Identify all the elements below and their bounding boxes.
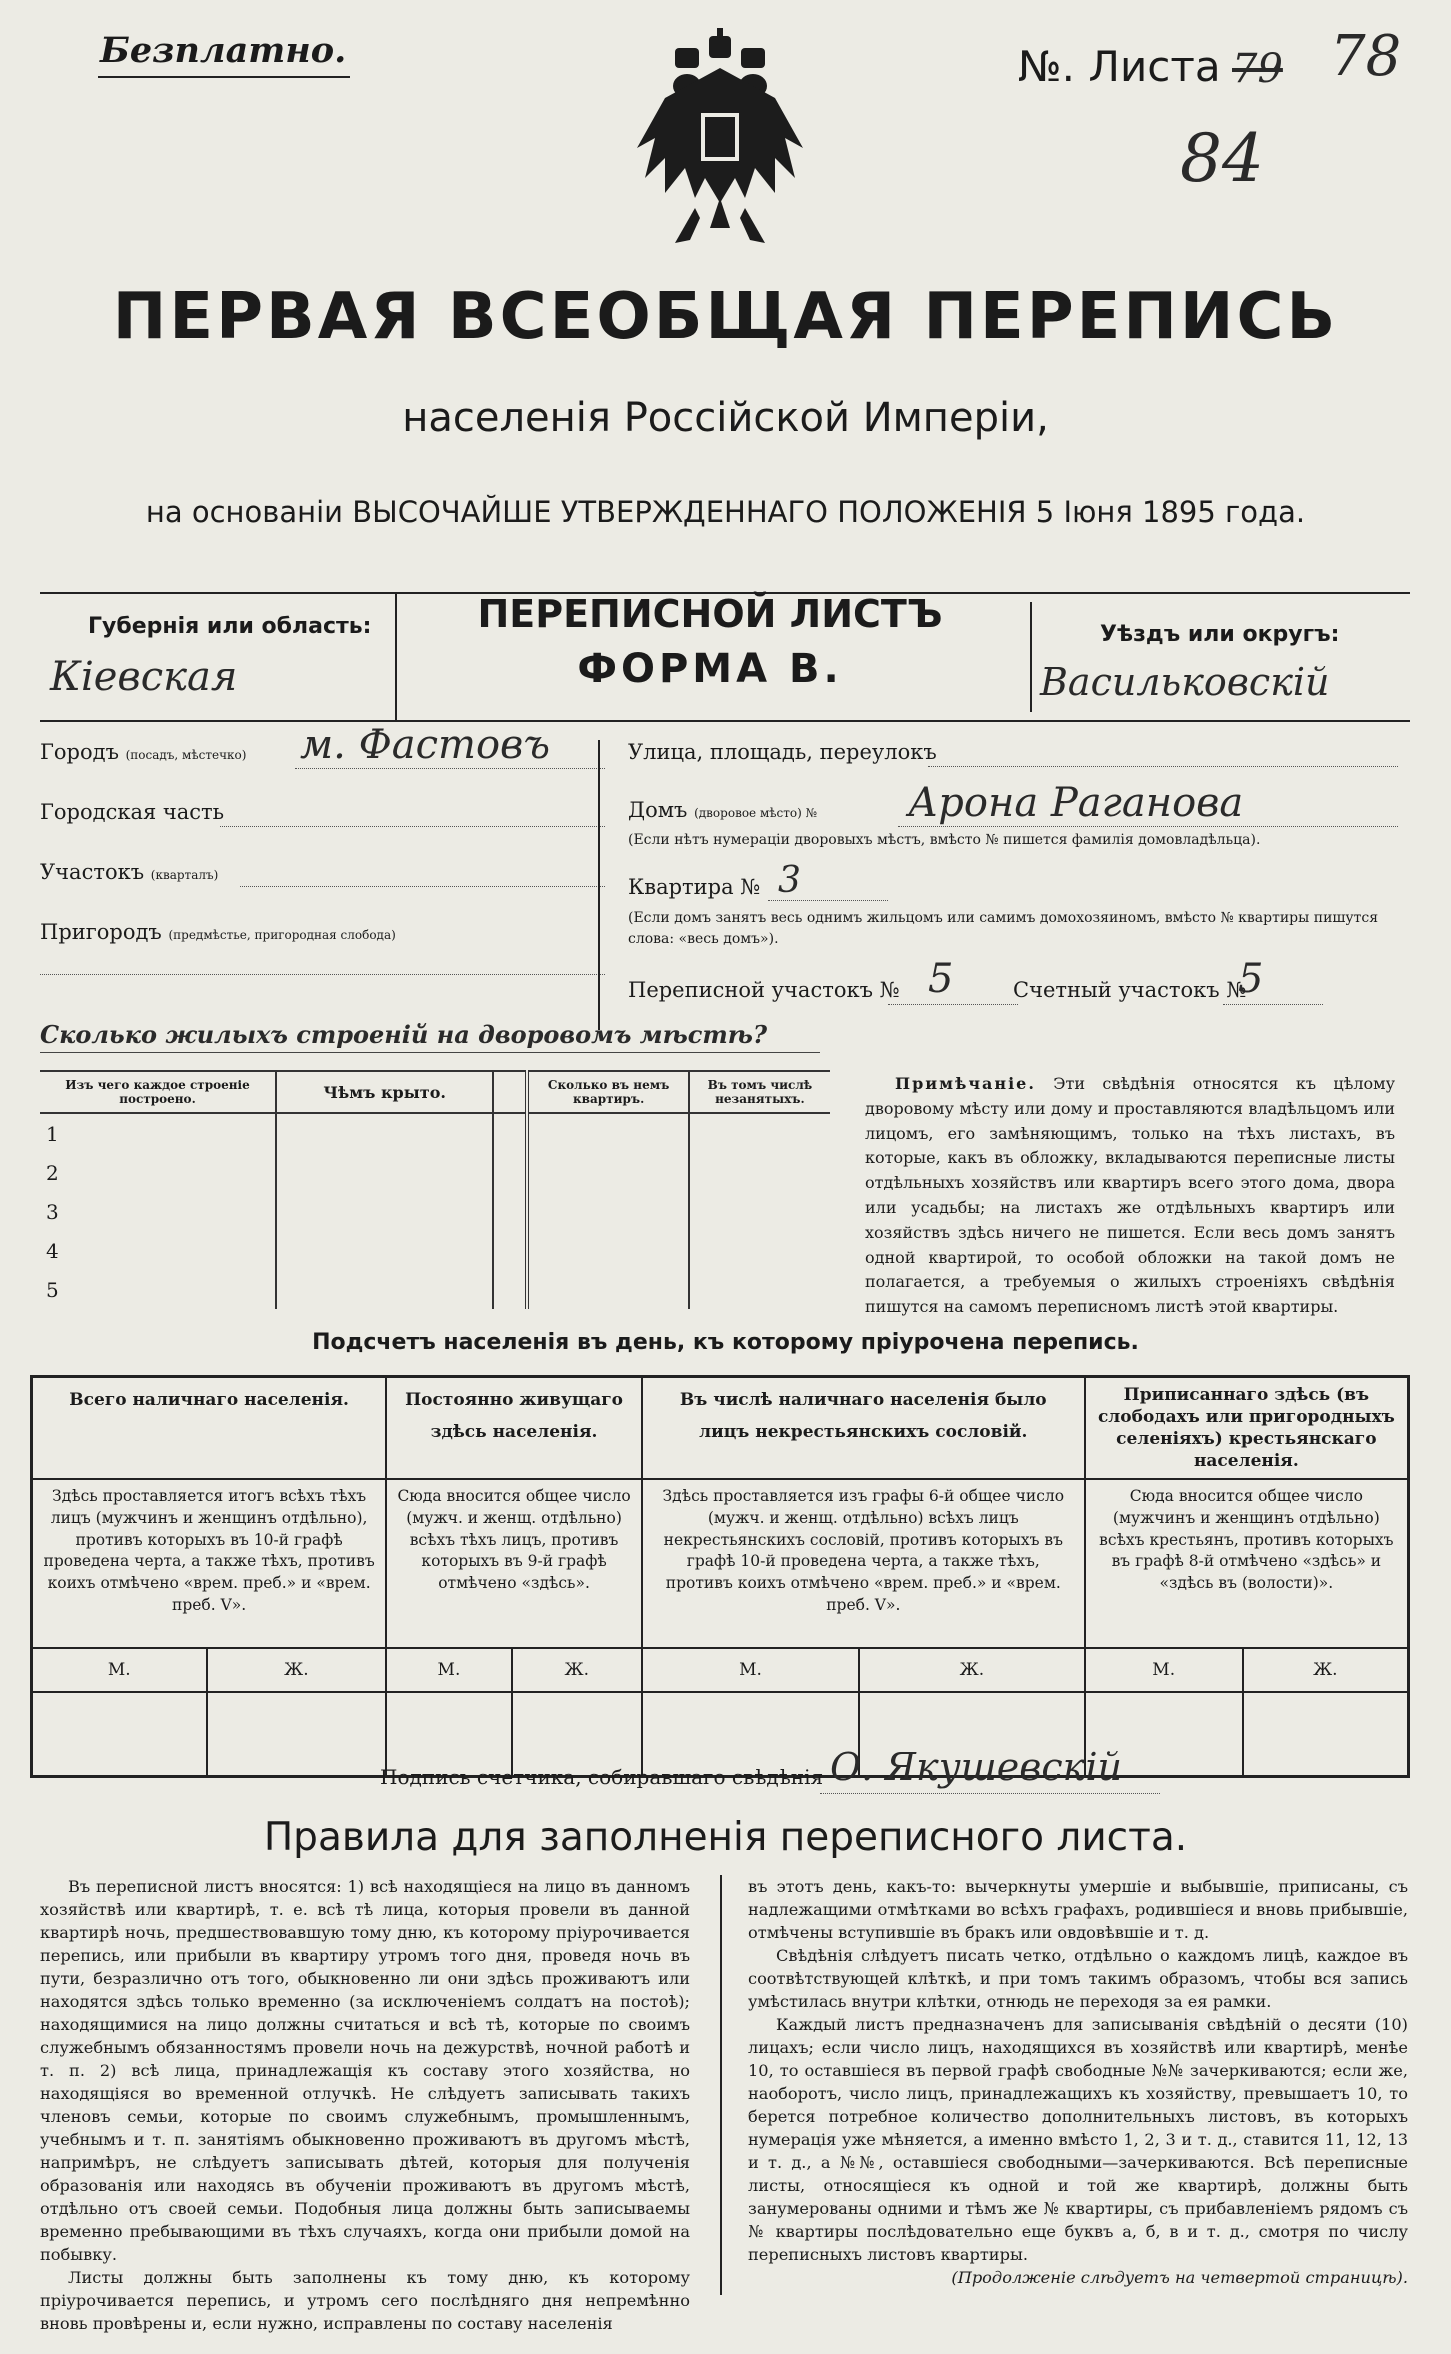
female-header: Ж.: [207, 1648, 387, 1692]
note-text: Эти свѣдѣнія относятся къ цѣлому дворовому мѣсту или дому и проставляются владѣльцомъ или лицомъ, его замѣняющимъ, только на тѣхъ листахъ, въ которые, какъ въ обложку, вкладываются переписные листы отдѣльныхъ хозяйствъ или квартиръ всего этого дома, двора или усадьбы; на листахъ же отдѣльныхъ квартиръ или хозяйствъ здѣсь ничего не пишется. Если весь домъ занятъ одной квартирой, то особой обложки на такой домъ не полагается, а требуемыя о жилыхъ строеніяхъ свѣдѣнія пишутся на самомъ переписномъ листѣ этой квартиры.: [865, 1074, 1395, 1317]
buildings-col-apartments: Сколько въ немъ квартиръ.: [527, 1071, 688, 1113]
address-right: [628, 730, 1418, 1030]
count-heading: Подсчетъ населенія въ день, къ которому пріурочена перепись.: [312, 1330, 1139, 1355]
free-underline: [98, 76, 350, 78]
imperial-eagle-emblem: [635, 28, 805, 258]
prigorod-label: Пригородъ: [40, 920, 162, 944]
row-number: 3: [40, 1192, 276, 1231]
uezd-value[interactable]: Васильковскій: [1040, 660, 1330, 704]
form-header-box: [40, 592, 1410, 722]
count-cell[interactable]: [32, 1692, 207, 1777]
apartment-label: Квартира №: [628, 875, 761, 899]
signature-value[interactable]: О. Якушевскій: [830, 1745, 1122, 1789]
table-row: [40, 1153, 830, 1192]
free-label: Безплатно.: [100, 30, 347, 71]
street-label: Улица, площадь, переулокъ: [628, 740, 937, 764]
buildings-col-material: Изъ чего каждое строеніе построено.: [40, 1071, 276, 1113]
city-value[interactable]: м. Фастовъ: [300, 722, 550, 768]
buildings-note: [865, 1072, 1395, 1320]
table-row: [40, 1231, 830, 1270]
buildings-col-vacant: Въ томъ числѣ незанятыхъ.: [689, 1071, 830, 1113]
table-row: [40, 1270, 830, 1309]
prigorod-hint: (предмѣстье, пригородная слобода): [168, 928, 396, 942]
apartment-value[interactable]: 3: [778, 860, 801, 901]
male-header: М.: [386, 1648, 511, 1692]
rules-paragraph: Въ переписной листъ вносятся: 1) всѣ находящіеся на лицо въ данномъ хозяйствѣ или квартирѣ, т. е. всѣ тѣ лица, которыя провели въ данной квартирѣ ночь, предшествовавшую тому дню, къ которому пріурочивается перепись, или прибыли въ квартиру утромъ того дня, проведя ночь въ пути, безразлично отъ того, обыкновенно ли они здѣсь проживаютъ или находятся здѣсь только временно (за исключеніемъ солдатъ на постоѣ); находящимися на лицо должны считаться и всѣ тѣ, которые по своимъ служебнымъ обязанностямъ провели ночь на дежурствѣ, ночной работѣ и т. п. 2) всѣ лица, принадлежащія къ составу этого хозяйства, но находящіяся во временной отлучкѣ. Не слѣдуетъ записывать такихъ членовъ семьи, которые по своимъ служебнымъ, промышленнымъ, учебнымъ и т. п. занятіямъ обыкновенно проживаютъ въ другомъ мѣстѣ, напримѣръ, не слѣдуетъ записывать дѣтей, которыя для полученія образованія или находясь въ обученіи проживаютъ въ другомъ мѣстѣ, отдѣльно отъ своей семьи. Подобныя лица должны быть записываемы временно пребывающими въ тѣхъ случаяхъ, когда они прибыли домой на побывку.: [40, 1877, 690, 2264]
table-row: [40, 1113, 830, 1153]
rules-left-column: [40, 1875, 690, 2335]
row-number: 1: [40, 1113, 276, 1153]
note-heading: Примѣчаніе.: [895, 1074, 1036, 1093]
sheet-number-label: №. Листа: [1018, 42, 1221, 91]
count-body-permanent: Сюда вносится общее число (мужч. и женщ. отдѣльно) всѣхъ тѣхъ лицъ, противъ которыхъ въ 9-й графѣ отмѣчено «здѣсь».: [386, 1479, 642, 1648]
city-part-label: Городская часть: [40, 800, 225, 824]
female-header: Ж.: [1243, 1648, 1409, 1692]
page-subtitle: населенія Россійской Имперіи,: [402, 395, 1049, 441]
rules-continued: (Продолженіе слѣдуетъ на четвертой страницѣ).: [951, 2268, 1408, 2287]
legal-basis: на основаніи ВЫСОЧАЙШЕ УТВЕРЖДЕННАГО ПОЛОЖЕНІЯ 5 Іюня 1895 года.: [145, 495, 1306, 529]
apartment-note: (Если домъ занятъ весь однимъ жильцомъ или самимъ домохозяиномъ, вмѣсто № квартиры пишутся слова: «весь домъ»).: [628, 910, 1379, 947]
female-header: Ж.: [512, 1648, 642, 1692]
rules-paragraph: Листы должны быть заполнены къ тому дню, къ которому пріурочивается перепись, и утромъ сего послѣдняго дня непремѣнно вновь провѣрены и, если нужно, исправлены по составу населенія: [40, 2268, 690, 2333]
count-head-total: Всего наличнаго населенія.: [32, 1377, 387, 1480]
rules-paragraph: Каждый листъ предназначенъ для записыванія свѣдѣній о десяти (10) лицахъ; если число лицъ, находящихся въ хозяйствѣ или квартирѣ, менѣе 10, то оставшіеся въ первой графѣ свободные №№ зачеркиваются; если же, наоборотъ, число лицъ, принадлежащихъ къ хозяйству, превышаетъ 10, то берется потребное количество дополнительныхъ листовъ, въ которыхъ нумерація уже мѣняется, а именно вмѣсто 1, 2, 3 и т. д., ставится 11, 12, 13 и т. д., а №№, оставшіеся свободными—зачеркиваются. Всѣ переписные листы, относящіеся къ одной и той же квартирѣ, должны быть занумерованы одними и тѣмъ же № квартиры, съ прибавленіемъ рядомъ съ № квартиры послѣдовательно еще буквъ а, б, в и т. д., смотря по числу переписныхъ листовъ квартиры.: [748, 2015, 1408, 2264]
uchastok-label: Участокъ: [40, 860, 145, 884]
address-divider: [598, 740, 600, 1030]
rules-divider: [720, 1875, 722, 2295]
house-value[interactable]: Арона Раганова: [908, 780, 1244, 826]
house-note: (Если нѣтъ нумераціи дворовыхъ мѣстъ, вмѣсто № пишется фамилія домовладѣльца).: [628, 832, 1261, 848]
row-number: 5: [40, 1270, 276, 1309]
house-label: Домъ: [628, 798, 688, 822]
row-number: 4: [40, 1231, 276, 1270]
count-body-non-peasant: Здѣсь проставляется изъ графы 6-й общее число (мужч. и женщ. отдѣльно) всѣхъ лицъ некрестьянскихъ сословій, противъ которыхъ въ графѣ 10-й проведена черта, а также тѣхъ, противъ коихъ отмѣчено «врем. преб.» и «врем. преб. V».: [642, 1479, 1085, 1648]
row-number: 2: [40, 1153, 276, 1192]
count-head-non-peasant: Въ числѣ наличнаго населенія было лицъ некрестьянскихъ сословій.: [642, 1377, 1085, 1480]
address-left: [40, 722, 580, 1030]
uezd-label: Уѣздъ или округъ:: [1100, 622, 1340, 647]
form-letter: ФОРМА В.: [577, 646, 843, 692]
census-area-label: Переписной участокъ №: [628, 978, 900, 1002]
house-hint: (дворовое мѣсто) №: [694, 806, 817, 820]
population-count-table: [30, 1375, 1410, 1778]
male-header: М.: [642, 1648, 859, 1692]
count-head-permanent: Постоянно живущаго здѣсь населенія.: [386, 1377, 642, 1480]
city-label: Городъ: [40, 740, 119, 764]
buildings-table: [40, 1070, 830, 1309]
count-cell[interactable]: [207, 1692, 387, 1777]
census-area-value[interactable]: 5: [928, 956, 954, 1002]
male-header: М.: [32, 1648, 207, 1692]
count-head-peasant: Приписаннаго здѣсь (въ слободахъ или пригородныхъ селеніяхъ) крестьянскаго населенія.: [1085, 1377, 1409, 1480]
form-title: ПЕРЕПИСНОЙ ЛИСТЪ: [477, 592, 943, 636]
sheet-number-handwritten-1: 78: [1330, 24, 1402, 89]
buildings-question: Сколько жилыхъ строеній на дворовомъ мѣстѣ?: [40, 1020, 768, 1049]
rules-paragraph: Свѣдѣнія слѣдуетъ писать четко, отдѣльно о каждомъ лицѣ, каждое въ соотвѣтствующей клѣткѣ, и при томъ такимъ образомъ, чтобы вся запись умѣстилась внутри клѣтки, отнюдь не переходя за ея рамки.: [748, 1946, 1408, 2011]
count-body-peasant: Сюда вносится общее число (мужчинъ и женщинъ отдѣльно) всѣхъ крестьянъ, противъ которыхъ въ графѣ 8-й отмѣчено «здѣсь» и «здѣсь въ (волости)».: [1085, 1479, 1409, 1648]
count-area-label: Счетный участокъ №: [1013, 978, 1247, 1002]
buildings-col-roof: Чѣмъ крыто.: [276, 1071, 493, 1113]
gubernia-value[interactable]: Кіевская: [50, 654, 238, 700]
rules-paragraph: въ этотъ день, какъ-то: вычеркнуты умершіе и выбывшіе, приписаны, съ надлежащими отмѣтками во всѣхъ графахъ, родившіеся и вновь прибывшіе, отмѣчены вступившіе въ бракъ или овдовѣвшіе и т. д.: [748, 1877, 1408, 1942]
count-body-total: Здѣсь проставляется итогъ всѣхъ тѣхъ лицъ (мужчинъ и женщинъ отдѣльно), противъ которыхъ въ 10-й графѣ проведена черта, а также тѣхъ, противъ коихъ отмѣчено «врем. преб.» и «врем. преб. V».: [32, 1479, 387, 1648]
male-header: М.: [1085, 1648, 1243, 1692]
city-hint: (посадъ, мѣстечко): [125, 748, 247, 762]
female-header: Ж.: [859, 1648, 1085, 1692]
signature-label: Подпись счетчика, собиравшаго свѣдѣнія: [380, 1765, 824, 1789]
gubernia-label: Губернія или область:: [88, 614, 372, 639]
rules-right-column: [748, 1875, 1408, 2289]
sheet-number-struck: 79: [1232, 46, 1283, 92]
sheet-number-handwritten-2: 84: [1180, 120, 1264, 197]
rules-title: Правила для заполненія переписного листа.: [263, 1815, 1188, 1860]
page-title: ПЕРВАЯ ВСЕОБЩАЯ ПЕРЕПИСЬ: [112, 280, 1339, 354]
count-cell[interactable]: [1243, 1692, 1409, 1777]
count-area-value[interactable]: 5: [1238, 956, 1264, 1002]
table-row: [40, 1192, 830, 1231]
uchastok-hint: (кварталъ): [150, 868, 219, 882]
